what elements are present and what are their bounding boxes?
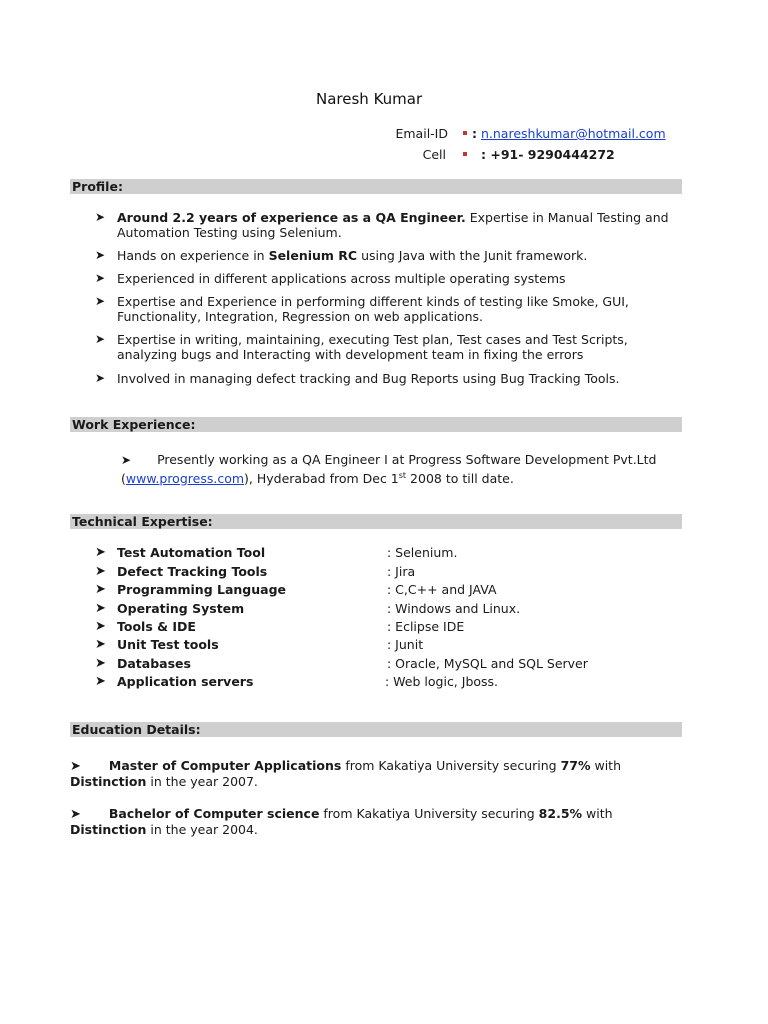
profile-item-text: Involved in managing defect tracking and Bug Reports using Bug Tracking Tools. xyxy=(117,371,620,386)
work-line: ), Hyderabad from Dec 1 xyxy=(244,471,399,487)
arrow-bullet-icon: ➤ xyxy=(95,564,106,579)
tech-section-header: Technical Expertise: xyxy=(70,514,682,529)
edu-text: with xyxy=(582,806,613,821)
work-line: 2008 to till date. xyxy=(406,471,514,487)
tech-key: Tools & IDE xyxy=(117,619,196,634)
profile-section-header: Profile: xyxy=(70,179,682,194)
tech-key: Databases xyxy=(117,656,191,671)
arrow-bullet-icon: ➤ xyxy=(70,759,81,774)
education-section-header: Education Details: xyxy=(70,722,682,737)
arrow-bullet-icon: ➤ xyxy=(95,674,106,689)
email-label: Email-ID xyxy=(395,126,448,141)
arrow-bullet-icon: ➤ xyxy=(95,210,106,224)
tech-row xyxy=(95,674,695,690)
tech-value: : Junit xyxy=(387,637,424,652)
profile-item-text: Experienced in different applications across multiple operating systems xyxy=(117,271,566,286)
cell-bullet-icon xyxy=(463,152,467,156)
email-label-row xyxy=(392,126,448,144)
work-line: Presently working as a QA Engineer I at Progress Software Development Pvt.Ltd xyxy=(157,452,657,467)
email-bullet-icon xyxy=(463,131,467,135)
edu-degree: Bachelor of Computer science xyxy=(108,806,320,821)
arrow-bullet-icon: ➤ xyxy=(95,545,106,560)
profile-item-bold: Selenium RC xyxy=(268,248,358,263)
tech-key: Defect Tracking Tools xyxy=(117,564,268,579)
tech-row xyxy=(95,637,695,653)
arrow-bullet-icon: ➤ xyxy=(95,294,106,308)
edu-text: with xyxy=(590,758,621,773)
tech-key: Programming Language xyxy=(117,582,287,597)
email-value-row xyxy=(472,126,666,144)
edu-text: in the year 2004. xyxy=(146,822,258,837)
tech-key: Application servers xyxy=(117,674,254,689)
arrow-bullet-icon: ➤ xyxy=(95,332,106,346)
arrow-bullet-icon: ➤ xyxy=(95,248,106,262)
tech-row xyxy=(95,564,695,580)
work-section-header: Work Experience: xyxy=(70,417,682,432)
tech-value: : Eclipse IDE xyxy=(387,619,465,634)
tech-value: : Jira xyxy=(387,564,416,579)
edu-degree: Master of Computer Applications xyxy=(108,758,342,773)
tech-value: : Selenium. xyxy=(387,545,458,560)
candidate-name: Naresh Kumar xyxy=(316,90,423,108)
company-link[interactable]: www.progress.com xyxy=(125,471,245,487)
edu-text: in the year 2007. xyxy=(146,774,258,789)
edu-score: 77% xyxy=(560,758,591,773)
tech-value: : Oracle, MySQL and SQL Server xyxy=(387,656,588,671)
tech-row xyxy=(95,656,695,672)
tech-row xyxy=(95,601,695,617)
edu-text: from Kakatiya University securing xyxy=(319,806,539,821)
email-separator: : xyxy=(472,126,477,141)
tech-row xyxy=(95,619,695,635)
email-link[interactable]: n.nareshkumar@hotmail.com xyxy=(480,126,666,141)
work-sup: st xyxy=(398,471,407,480)
arrow-bullet-icon: ➤ xyxy=(95,656,106,671)
arrow-bullet-icon: ➤ xyxy=(95,582,106,597)
tech-value: : Windows and Linux. xyxy=(387,601,521,616)
profile-item-text: using Java with the Junit framework. xyxy=(357,248,588,263)
arrow-bullet-icon: ➤ xyxy=(95,637,106,652)
education-item xyxy=(70,806,682,837)
cell-label: Cell xyxy=(422,147,446,162)
tech-key: Operating System xyxy=(117,601,245,616)
work-entry xyxy=(121,452,683,486)
profile-item-text: Expertise in writing, maintaining, executing Test plan, Test cases and Test Scripts, analyzing bugs and Interacting with development team in fixing the errors xyxy=(117,332,628,362)
arrow-bullet-icon: ➤ xyxy=(121,453,132,467)
arrow-bullet-icon: ➤ xyxy=(95,271,106,285)
profile-item-text: Expertise and Experience in performing different kinds of testing like Smoke, GUI, Functionality, Integration, Regression on web applications. xyxy=(117,294,629,324)
profile-item-text: Expertise in Manual Testing and Automation Testing using Selenium. xyxy=(117,210,669,240)
edu-text: from Kakatiya University securing xyxy=(341,758,561,773)
tech-row xyxy=(95,545,695,561)
tech-value: : C,C++ and JAVA xyxy=(387,582,497,597)
arrow-bullet-icon: ➤ xyxy=(95,619,106,634)
profile-item-bold: Around 2.2 years of experience as a QA Engineer. xyxy=(117,210,466,225)
tech-key: Test Automation Tool xyxy=(117,545,266,560)
tech-row xyxy=(95,582,695,598)
edu-score: 82.5% xyxy=(538,806,583,821)
education-item xyxy=(70,758,682,789)
tech-key: Unit Test tools xyxy=(117,637,219,652)
cell-value: : +91- 9290444272 xyxy=(481,147,615,162)
edu-distinction: Distinction xyxy=(70,774,147,789)
edu-distinction: Distinction xyxy=(70,822,147,837)
arrow-bullet-icon: ➤ xyxy=(70,807,81,822)
arrow-bullet-icon: ➤ xyxy=(95,371,106,385)
cell-label-row xyxy=(392,147,446,165)
arrow-bullet-icon: ➤ xyxy=(95,601,106,616)
tech-value: : Web logic, Jboss. xyxy=(385,674,499,689)
profile-item-text: Hands on experience in xyxy=(117,248,269,263)
work-paren: ( xyxy=(121,471,126,487)
